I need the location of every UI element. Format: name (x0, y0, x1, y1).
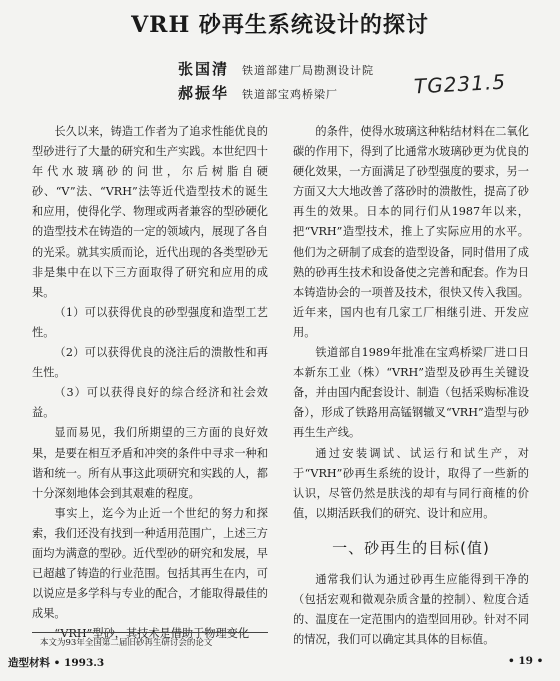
body-paragraph: 事实上，迄今为止近一个世纪的努力和探索，我们还没有找到一种适用范围广，上述三方面均为满意的型砂。近代型砂的研究和发展，早已超越了铸造的行业范围。包括其再生在内，可以说应是多学科与专业的配合，才能取得最佳的成果。 (32, 506, 268, 621)
body-paragraph: 通过安装调试、试运行和试生产，对于“VRH”砂再生系统的设计，取得了一些新的认识，尽管仍然是肤浅的却有与同行商榷的价值，以期活跃我们的研究、设计和应用。 (293, 446, 529, 520)
page-number: • 19 • (508, 655, 544, 667)
footnote: 本文为93年全国第二届旧砂再生研讨会的论文 (40, 638, 213, 648)
paper-title: VRH 砂再生系统设计的探讨 (131, 12, 429, 38)
author-affiliation: 铁道部建厂局勘测设计院 (242, 64, 374, 77)
section-heading: 一、砂再生的目标(值) (332, 538, 490, 557)
author-row (178, 58, 374, 82)
right-column (293, 122, 529, 650)
body-paragraph: 显而易见，我们所期望的三方面的良好效果，是要在相互矛盾和冲突的条件中寻求一种和谐和统一。所有从事这此项研究和实践的人，都十分深刻地体会到其艰难的程度。 (32, 426, 268, 500)
body-paragraph: （3）可以获得良好的综合经济和社会效益。 (32, 386, 268, 420)
left-column (32, 122, 268, 644)
author-name: 张国清 (178, 60, 230, 78)
body-paragraph: 长久以来，铸造工作者为了追求性能优良的型砂进行了大量的研究和生产实践。本世纪四十年代水玻璃砂的问世，尔后树脂自硬砂、“V”法、“VRH”法等近代造型技术的诞生和应用，使得化学、物理或两者兼容的型砂硬化的造型技术在铸造的一定的领域内，展现了各自的光采。就其实质而论，近代出现的各类型砂无非是集中在以下三方面取得了研究和应用的成果。 (32, 125, 268, 299)
body-paragraph: （2）可以获得优良的浇注后的溃散性和再生性。 (32, 346, 268, 380)
body-paragraph: 铁道部自1989年批准在宝鸡桥梁厂进口日本新东工业（株）“VRH”造型及砂再生关键设备，并由国内配套设计、制造（包括采购标准设备），形成了铁路用高锰钢辙叉“VRH”造型与砂再生生产线。 (293, 346, 529, 440)
author-row (178, 82, 374, 106)
body-paragraph: “VRH”型砂，其技术是借助于物理变化 (54, 627, 250, 641)
handwritten-classification-note: TG231.5 (413, 69, 507, 99)
journal-footer: 造型材料 • 1993.3 (8, 657, 105, 669)
footnote-divider (32, 632, 268, 633)
body-paragraph: 通常我们认为通过砂再生应能得到干净的（包括宏观和微观杂质含量的控制）、粒度合适的、温度在一定范围内的造型回用砂。针对不同的情况，我们可以确定其具体的目标值。 (293, 572, 529, 647)
body-paragraph: 的条件，使得水玻璃这种粘结材料在二氧化碳的作用下，得到了比通常水玻璃砂更为优良的硬化效果，一方面满足了砂型强度的要求，另一方面又大大地改善了落砂时的溃散性，提高了砂再生的效果。日本的同行们从1987年以来，把“VRH”造型技术，推上了实际应用的水平。他们为之研制了成套的造型设备，同时借用了成熟的砂再生技术和设备使之完善和配套。作为日本铸造协会的一项普及技术，很快又传入我国。近年来，国内也有几家工厂相继引进、开发应用。 (293, 125, 529, 339)
author-affiliation: 铁道部宝鸡桥梁厂 (242, 88, 338, 101)
author-block (178, 58, 374, 106)
body-paragraph: （1）可以获得优良的砂型强度和造型工艺性。 (32, 305, 268, 339)
author-name: 郝振华 (178, 84, 230, 102)
